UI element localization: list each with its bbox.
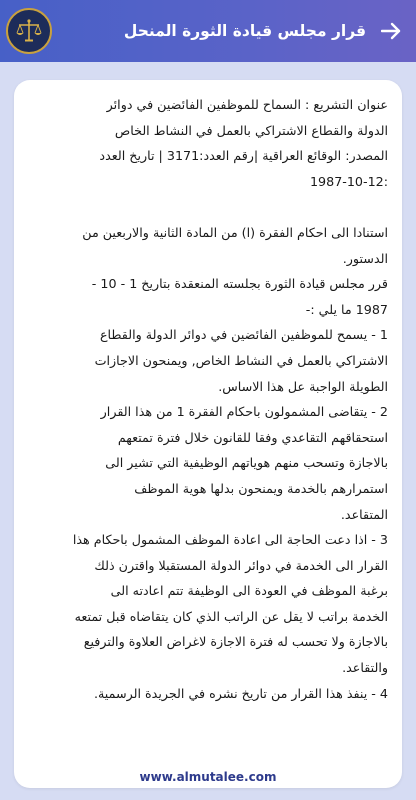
text-line: الدولة والقطاع الاشتراكي بالعمل في النشاط الخاص <box>114 122 388 138</box>
clause-2 <box>28 399 388 527</box>
text-line: الطويلة الواجبة عل هذا الاساس. <box>218 378 388 394</box>
text-line: استنادا الى احكام الفقرة (ا) من المادة الثانية والاربعين من <box>82 224 388 240</box>
text-line: قرر مجلس قيادة الثورة بجلسته المنعقدة بتاريخ 1 - 10 - <box>91 276 388 292</box>
text-line: الدستور. <box>342 250 388 266</box>
text-line: عنوان التشريع : السماح للموظفين الفائضين في دوائر <box>106 97 388 112</box>
text-line: الاشتراكي بالعمل في النشاط الخاص, ويمنحون الاجازات <box>94 352 388 368</box>
text-line: 4 - ينفذ هذا القرار من تاريخ نشره في الجريدة الرسمية. <box>93 685 388 701</box>
clause-4 <box>28 681 388 707</box>
text-line: بالاجازة ولا تحسب له فترة الاجازة لاغراض العلاوة والترفيع <box>83 634 388 650</box>
text-line: 1 - يسمح للموظفين الفائضين في دوائر الدولة والقطاع <box>99 327 388 343</box>
preamble <box>28 220 388 271</box>
text-line: استمرارهم بالخدمة ويمنحون بدلها هوية الموظف <box>134 480 388 496</box>
clause-1 <box>28 322 388 399</box>
text-line: بالاجازة وتسحب منهم هوياتهم الوظيفية التي تشير الى <box>105 455 388 471</box>
scales-of-justice-icon <box>6 8 52 54</box>
text-line: :1987-10-12 <box>309 173 388 189</box>
arrow-right-icon[interactable] <box>380 20 402 42</box>
text-line: 2 - يتقاضى المشمولون باحكام الفقرة 1 من هذا القرار <box>100 404 388 420</box>
text-line: المتقاعد. <box>340 506 388 522</box>
text-line: القرار الى الخدمة في دوائر الدولة المستقبلا واقترن ذلك <box>94 557 388 573</box>
app-header <box>0 0 416 62</box>
text-line: الخدمة براتب لا يقل عن الراتب الذي كان يتقاضاه قبل تمتعه <box>74 608 388 624</box>
text-line: برغبة الموظف في العودة الى الوظيفة تتم اعادته الى <box>110 583 388 599</box>
legislation-info <box>28 92 388 194</box>
text-line: المصدر: الوقائع العراقية |رقم العدد:3171 | تاريخ العدد <box>99 148 388 164</box>
text-line: والتقاعد. <box>342 660 388 676</box>
document-card <box>14 80 402 788</box>
document-body <box>28 92 388 706</box>
text-line: 3 - اذا دعت الحاجة الى اعادة الموظف المشمول باحكام هذا <box>72 532 388 548</box>
page-title: قرار مجلس قيادة الثورة المنحل <box>123 22 366 40</box>
watermark: www.almutalee.com <box>139 770 277 784</box>
decision-intro <box>28 271 388 322</box>
text-line: 1987 ما يلي :- <box>305 301 388 317</box>
clause-3 <box>28 527 388 681</box>
text-line: استحقاقهم التقاعدي وفقا للقانون خلال فترة تمتعهم <box>117 429 388 445</box>
